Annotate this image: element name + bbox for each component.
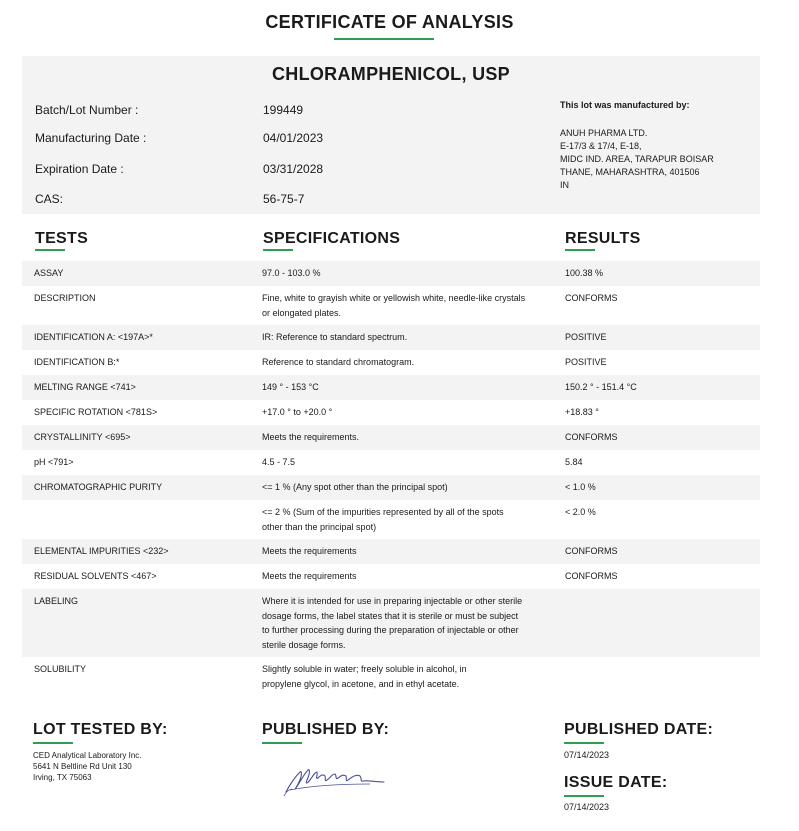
specification: Meets the requirements	[262, 546, 357, 556]
lab-address: 5641 N Beltline Rd Unit 130	[33, 762, 132, 771]
mfg-date-label: Manufacturing Date :	[35, 131, 147, 145]
results-underline	[565, 249, 595, 251]
batch-value: 199449	[263, 103, 304, 117]
result: POSITIVE	[565, 357, 607, 367]
result: CONFORMS	[565, 432, 618, 442]
specification: Reference to standard chromatogram.	[262, 357, 415, 367]
test-name: RESIDUAL SOLVENTS <467>	[34, 571, 157, 581]
manufacturer-line: ANUH PHARMA LTD.	[560, 128, 648, 138]
manufacturer-line: THANE, MAHARASHTRA, 401506	[560, 167, 700, 177]
result: 5.84	[565, 457, 583, 467]
test-name: IDENTIFICATION B:*	[34, 357, 120, 367]
manufacturer-line: MIDC IND. AREA, TARAPUR BOISAR	[560, 154, 714, 164]
test-name: MELTING RANGE <741>	[34, 382, 136, 392]
issue-date-underline	[564, 795, 604, 797]
lab-name: CED Analytical Laboratory Inc.	[33, 751, 142, 760]
test-name: CRYSTALLINITY <695>	[34, 432, 131, 442]
test-name: ELEMENTAL IMPURITIES <232>	[34, 546, 169, 556]
title-underline	[334, 38, 434, 40]
cas-value: 56-75-7	[263, 192, 305, 206]
specifications-underline	[263, 249, 293, 251]
result: CONFORMS	[565, 293, 618, 303]
test-name: DESCRIPTION	[34, 293, 96, 303]
mfg-date-value: 04/01/2023	[263, 131, 324, 145]
issue-date-value: 07/14/2023	[564, 802, 610, 812]
published-date-underline	[564, 742, 604, 744]
test-name: pH <791>	[34, 457, 74, 467]
test-name: IDENTIFICATION A: <197A>*	[34, 332, 153, 342]
specification: Where it is intended for use in preparing injectable or other sterile dosage forms, the label states that it is sterile or must be subject to further processing during the preparation of injectable or other sterile dosage forms.	[262, 596, 523, 650]
published-by-heading: PUBLISHED BY:	[262, 721, 390, 738]
tests-underline	[35, 249, 65, 251]
table-row	[22, 375, 760, 400]
table-row	[22, 539, 760, 564]
signature	[280, 762, 400, 800]
published-by-underline	[262, 742, 302, 744]
specification: 4.5 - 7.5	[262, 457, 296, 467]
manufacturer-line: E-17/3 & 17/4, E-18,	[560, 141, 642, 151]
batch-label: Batch/Lot Number :	[35, 103, 139, 117]
specification: Meets the requirements.	[262, 432, 360, 442]
result: 100.38 %	[565, 268, 604, 278]
issue-date-heading: ISSUE DATE:	[564, 774, 668, 791]
product-name: CHLORAMPHENICOL, USP	[271, 64, 510, 84]
test-name: SPECIFIC ROTATION <781S>	[34, 407, 158, 417]
specification: Meets the requirements	[262, 571, 357, 581]
lot-tested-by-heading: LOT TESTED BY:	[33, 721, 168, 738]
specification: IR: Reference to standard spectrum.	[262, 332, 408, 342]
manufacturer-line: IN	[560, 180, 569, 190]
specification: <= 2 % (Sum of the impurities represented by all of the spots other than the principal spot)	[262, 507, 504, 532]
tests-heading: TESTS	[35, 230, 89, 247]
table-row	[22, 450, 760, 475]
result: +18.83 °	[565, 407, 599, 417]
table-row	[22, 350, 760, 375]
table-row	[22, 475, 760, 500]
table-row	[22, 500, 760, 539]
specification: 149 ° - 153 °C	[262, 382, 319, 392]
test-name: CHROMATOGRAPHIC PURITY	[34, 482, 163, 492]
table-row	[22, 400, 760, 425]
result: < 2.0 %	[565, 507, 596, 517]
test-name: ASSAY	[34, 268, 64, 278]
lot-tested-by-underline	[33, 742, 73, 744]
specification: Fine, white to grayish white or yellowish white, needle-like crystals or elongated plates.	[262, 293, 526, 318]
published-date-heading: PUBLISHED DATE:	[564, 721, 714, 738]
lab-city: Irving, TX 75063	[33, 773, 92, 782]
specifications-heading: SPECIFICATIONS	[263, 230, 401, 247]
result: CONFORMS	[565, 571, 618, 581]
manufacturer-title: This lot was manufactured by:	[560, 100, 690, 110]
table-row	[22, 261, 760, 286]
table-row	[22, 564, 760, 589]
cas-label: CAS:	[35, 192, 64, 206]
exp-date-label: Expiration Date :	[35, 162, 124, 176]
table-row	[22, 286, 760, 325]
test-name: LABELING	[34, 596, 79, 606]
result: POSITIVE	[565, 332, 607, 342]
specification: Slightly soluble in water; freely soluble in alcohol, in propylene glycol, in acetone, and in ethyl acetate.	[262, 664, 467, 689]
table-row	[22, 425, 760, 450]
specification: +17.0 ° to +20.0 °	[262, 407, 333, 417]
page-title: CERTIFICATE OF ANALYSIS	[265, 12, 514, 32]
table-row	[22, 657, 760, 696]
result: CONFORMS	[565, 546, 618, 556]
exp-date-value: 03/31/2028	[263, 162, 324, 176]
published-date-value: 07/14/2023	[564, 750, 610, 760]
specification: <= 1 % (Any spot other than the principal spot)	[262, 482, 448, 492]
specification: 97.0 - 103.0 %	[262, 268, 321, 278]
test-name: SOLUBILITY	[34, 664, 87, 674]
result: < 1.0 %	[565, 482, 596, 492]
table-row	[22, 325, 760, 350]
results-heading: RESULTS	[565, 230, 641, 247]
table-row	[22, 589, 760, 657]
result: 150.2 ° - 151.4 °C	[565, 382, 637, 392]
